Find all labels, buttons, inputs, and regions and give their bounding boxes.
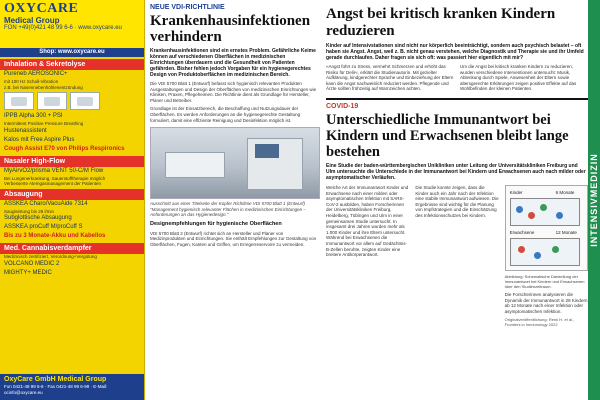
ad-logo: OXYCARE: [4, 1, 79, 16]
product-image: [37, 92, 67, 110]
article-column-figure: [505, 185, 588, 327]
photo-screen-shape: [255, 144, 279, 158]
ad-item: Bei Lungenerkrankung, Sauerstofftherapie möglich: [4, 175, 106, 181]
article-body: Die VDI 5700 Blatt 1 (Entwurf) befasst sich hygienisch relevanten Produkten Ausgestaltungen und Design der Oberflächen von medizinischen Einrichtungen wie Kliniken, Praxen, Pflegeheimen. Die Richtlinie dient als Grundlage für Hersteller, Planer und Betreiber.: [150, 81, 317, 103]
ad-item: ASSKEA Charo/VacuAide 7314: [4, 200, 88, 207]
figure-label: 6 Monate: [555, 189, 575, 195]
article-lead: Eine Studie der baden-württembergischen Unikliniken unter Leitung der Universitätskliniken Freiburg und Ulm untersuchte die Unterschiede in der Immunantwort bei Kindern und Erwachsenen auch nach milder oder asymptomatischer Verläufen.: [326, 162, 586, 181]
section-tab-intensivmedizin: [588, 0, 600, 400]
ad-item: MyAirvO2/prisma VENT 50-C/M Flow: [4, 167, 104, 174]
article-vdi-guideline: [150, 0, 320, 400]
figure-cell-icon: [534, 252, 541, 259]
ad-section-title: Absaugung: [0, 189, 144, 200]
article-kicker: COVID-19: [326, 102, 359, 110]
article-photo: [150, 127, 320, 199]
ad-phone: FON +49(0)421 48 99 6-6 · www.oxycare.eu: [4, 25, 122, 31]
figure-caption: Abbildung: Schematische Darstellung der Immunantwort bei Kindern und Erwachsenen über den Studienzeitraum.: [504, 273, 585, 289]
article-column: Welche Art der Immunantwort Kinder und Erwachsene nach einer milden oder asymptomatischen Infektion mit SARS-CoV-2 ausbilden, haben Forscherinnen der Universitätskliniken Freiburg, Heidelberg, Tübingen und Ulm in einer gemeinsamen Studie untersucht. In insgesamt drei Jahren wurden mehr als 1.000 Kinder und ihre Eltern untersucht. Während bei Erwachsenen die Immunantwort vor allem auf Gedächtnis-B-Zellen beruhte, zeigten Kinder eine breitere Antikörperantwort.: [326, 184, 409, 258]
article-headline: Angst bei kritisch kranken Kindern reduzieren: [326, 6, 556, 39]
ad-footer-company: OxyCare GmbH Medical Group: [4, 376, 107, 383]
article-kicker: NEUE VDI-RICHTLINIE: [150, 4, 225, 11]
figure-cell-icon: [516, 206, 523, 213]
ad-item-highlight: Bis zu 3 Monate-Akku und Kabellos: [4, 233, 106, 239]
figure-cell-icon: [528, 212, 535, 219]
figure-cell-icon: [518, 246, 525, 253]
article-headline: Krankenhausinfektionen verhindern: [150, 13, 311, 45]
ad-header: [0, 0, 144, 48]
figure-label: Kinder: [509, 189, 523, 195]
ad-item: MIGHTY+ MEDIC: [4, 269, 52, 276]
photo-caption: Ausschnitt aus einer Titelseite der Kopfer Richtlinie VDI 5700 Blatt 1 (Entwurf) "Management hygienisch relevanter Flächen in medizinischen Einrichtungen – Anforderungen an das Hygienedesign.": [150, 201, 306, 218]
article-body: VDI 5700 Blatt 2 (Entwurf) richtet sich an Hersteller und Planer von Medizinprodukten und Einrichtungen. Sie enthält Empfehlungen zur Gestaltung von Oberflächen, Fugen, Kanten und Griffen, um Erregerreservoire zu vermeiden.: [150, 230, 317, 247]
ad-footer: [0, 374, 144, 400]
ad-logo-subtitle: Medical Group: [4, 16, 60, 25]
advertisement-sidebar: [0, 0, 145, 400]
ad-item: Saugleistung bis 28 l/min: [4, 208, 55, 214]
study-figure: [505, 185, 588, 271]
article-columns: [326, 185, 588, 327]
ad-section-title: Med. Cannabisverdampfer: [0, 243, 144, 254]
ad-product-images: [0, 90, 144, 112]
section-tab-label: INTENSIVMEDIZIN: [589, 153, 599, 247]
article-column: »Angst führt zu Stress, vermehrt Schmerzen und erhöht das Risiko für Delir«, erklärt die Studienautorin. Mit gezielter Aufklärung, kindgerechter Sprache und Einbeziehung der Eltern kann die Angst nachweislich reduziert werden. Pflegende und Ärzte sollten frühzeitig auf Warnzeichen achten.: [326, 64, 454, 92]
ad-section-title: Nasaler High-Flow: [0, 156, 144, 167]
article-columns: [326, 64, 588, 92]
ad-item: Kalos mit Free Aspire Plus: [4, 136, 75, 143]
ad-item: mit 100 Hz Schall-Vibration: [4, 79, 59, 84]
ad-item: Intermittent Positive Pressure Breathing: [4, 121, 84, 126]
figure-cell-icon: [540, 204, 547, 211]
figure-cell-icon: [556, 212, 563, 219]
figure-label: Erwachsene: [509, 229, 535, 235]
product-image: [4, 92, 34, 110]
figure-label: 12 Monate: [555, 229, 577, 235]
article-column: Die Studie konnte zeigen, dass die Kinder auch ein Jahr nach der Infektion eine stabile Immunantwort aufwiesen. Die Ergebnisse sind wichtig für die Planung von Impfstrategien und die Einschätzung des Infektionsschutzes bei Kindern.: [415, 184, 499, 218]
figure-cell-icon: [552, 246, 559, 253]
ad-item: IPPB Alpha 300 + PSI: [4, 113, 63, 119]
ad-item: Subglottische Absaugung: [4, 215, 72, 221]
ad-shop-link[interactable]: Shop: www.oxycare.eu: [0, 48, 144, 57]
ad-footer-contact: Fon 0421-48 99 6-6 · Fax 0421-48 99 6-99 · E-Mail: ocinfo@oxycare.eu: [4, 384, 108, 395]
product-image: [70, 92, 100, 110]
section-divider: [326, 98, 588, 100]
article-lead: Kinder auf Intensivstationen sind nicht nur körperlich beeinträchtigt, sondern auch psychisch belastet – oft haben sie Angst. Angst, weil z. B. nicht genau verstehen, welche Diagnostik und Therapie sie und ihr Umfeld gerade durchlaufen. Daher fragen sie sich oft: was passiert hier eigentlich mit mir?: [326, 43, 584, 61]
article-source: Originalveröffentlichung: Renk H. et al., Frontiers in Immunology 2022: [504, 317, 575, 328]
article-lead: Krankenhausinfektionen sind ein ernstes Problem. Gefährliche Keime können auf verschiedenen Oberflächen in medizinischen Einrichtungen überdauern und die Gesundheit von Patienten gefährden. Bisher fehlen jedoch Vorgaben für ein hygienegerechtes Design von Produktoberflächen im medizinischen Bereich.: [150, 48, 316, 78]
article-subheading: Designempfehlungen für hygienische Oberflächen: [150, 220, 282, 227]
article-body: Grundlage ist der Einsatzbereich, die Beschaffung und Nutzungsdauer der Oberflächen. Es werden Anforderungen an die hygienegerechte Gestaltung formuliert, damit eine effiziente Reinigung und Desinfektion möglich ist.: [150, 106, 301, 123]
article-body: Die Forscherinnen analysieren die Dynamik der Immunantwort in 28 Kindern ab 12 Monate nach einer Infektion oder asymptomatischen Infektion.: [504, 291, 588, 314]
ad-item: z.B. bei Nasennebenhöhlenentzündung: [4, 84, 83, 90]
ad-item: Medizinisch zertifiziert, Verordnung+Vergütung: [4, 254, 97, 259]
ad-item: Pureneb AEROSONIC+: [4, 71, 68, 77]
article-headline: Unterschiedliche Immunantwort bei Kindern und Erwachsenen bleibt lange bestehen: [326, 111, 569, 160]
ad-item-highlight: Cough Assist E70 von Philips Respironics: [4, 145, 125, 152]
ad-item: VOLCANO MEDIC 2: [4, 260, 60, 267]
article-column: Um die Angst bei kritisch kranken Kindern zu reduzieren, wurden verschiedene Interventionen untersucht: Musik, Ablenkung durch Spiele, Anwesenheit der Eltern sowie altersgerechte Erklärungen zeigen positive Effekte auf das Wohlbefinden der kleinen Patienten.: [460, 64, 577, 92]
article-area-right: [326, 0, 588, 400]
ad-section-title: Inhalation & Sekretolyse: [0, 59, 144, 70]
photo-bed-shape: [165, 152, 225, 178]
ad-item: Hustenassistent: [4, 127, 47, 134]
ad-item: Verbesserte Atemgasmanagement der Patienten: [4, 181, 102, 186]
ad-item: ASSKEA proCuff M/proCuff S: [4, 224, 83, 230]
